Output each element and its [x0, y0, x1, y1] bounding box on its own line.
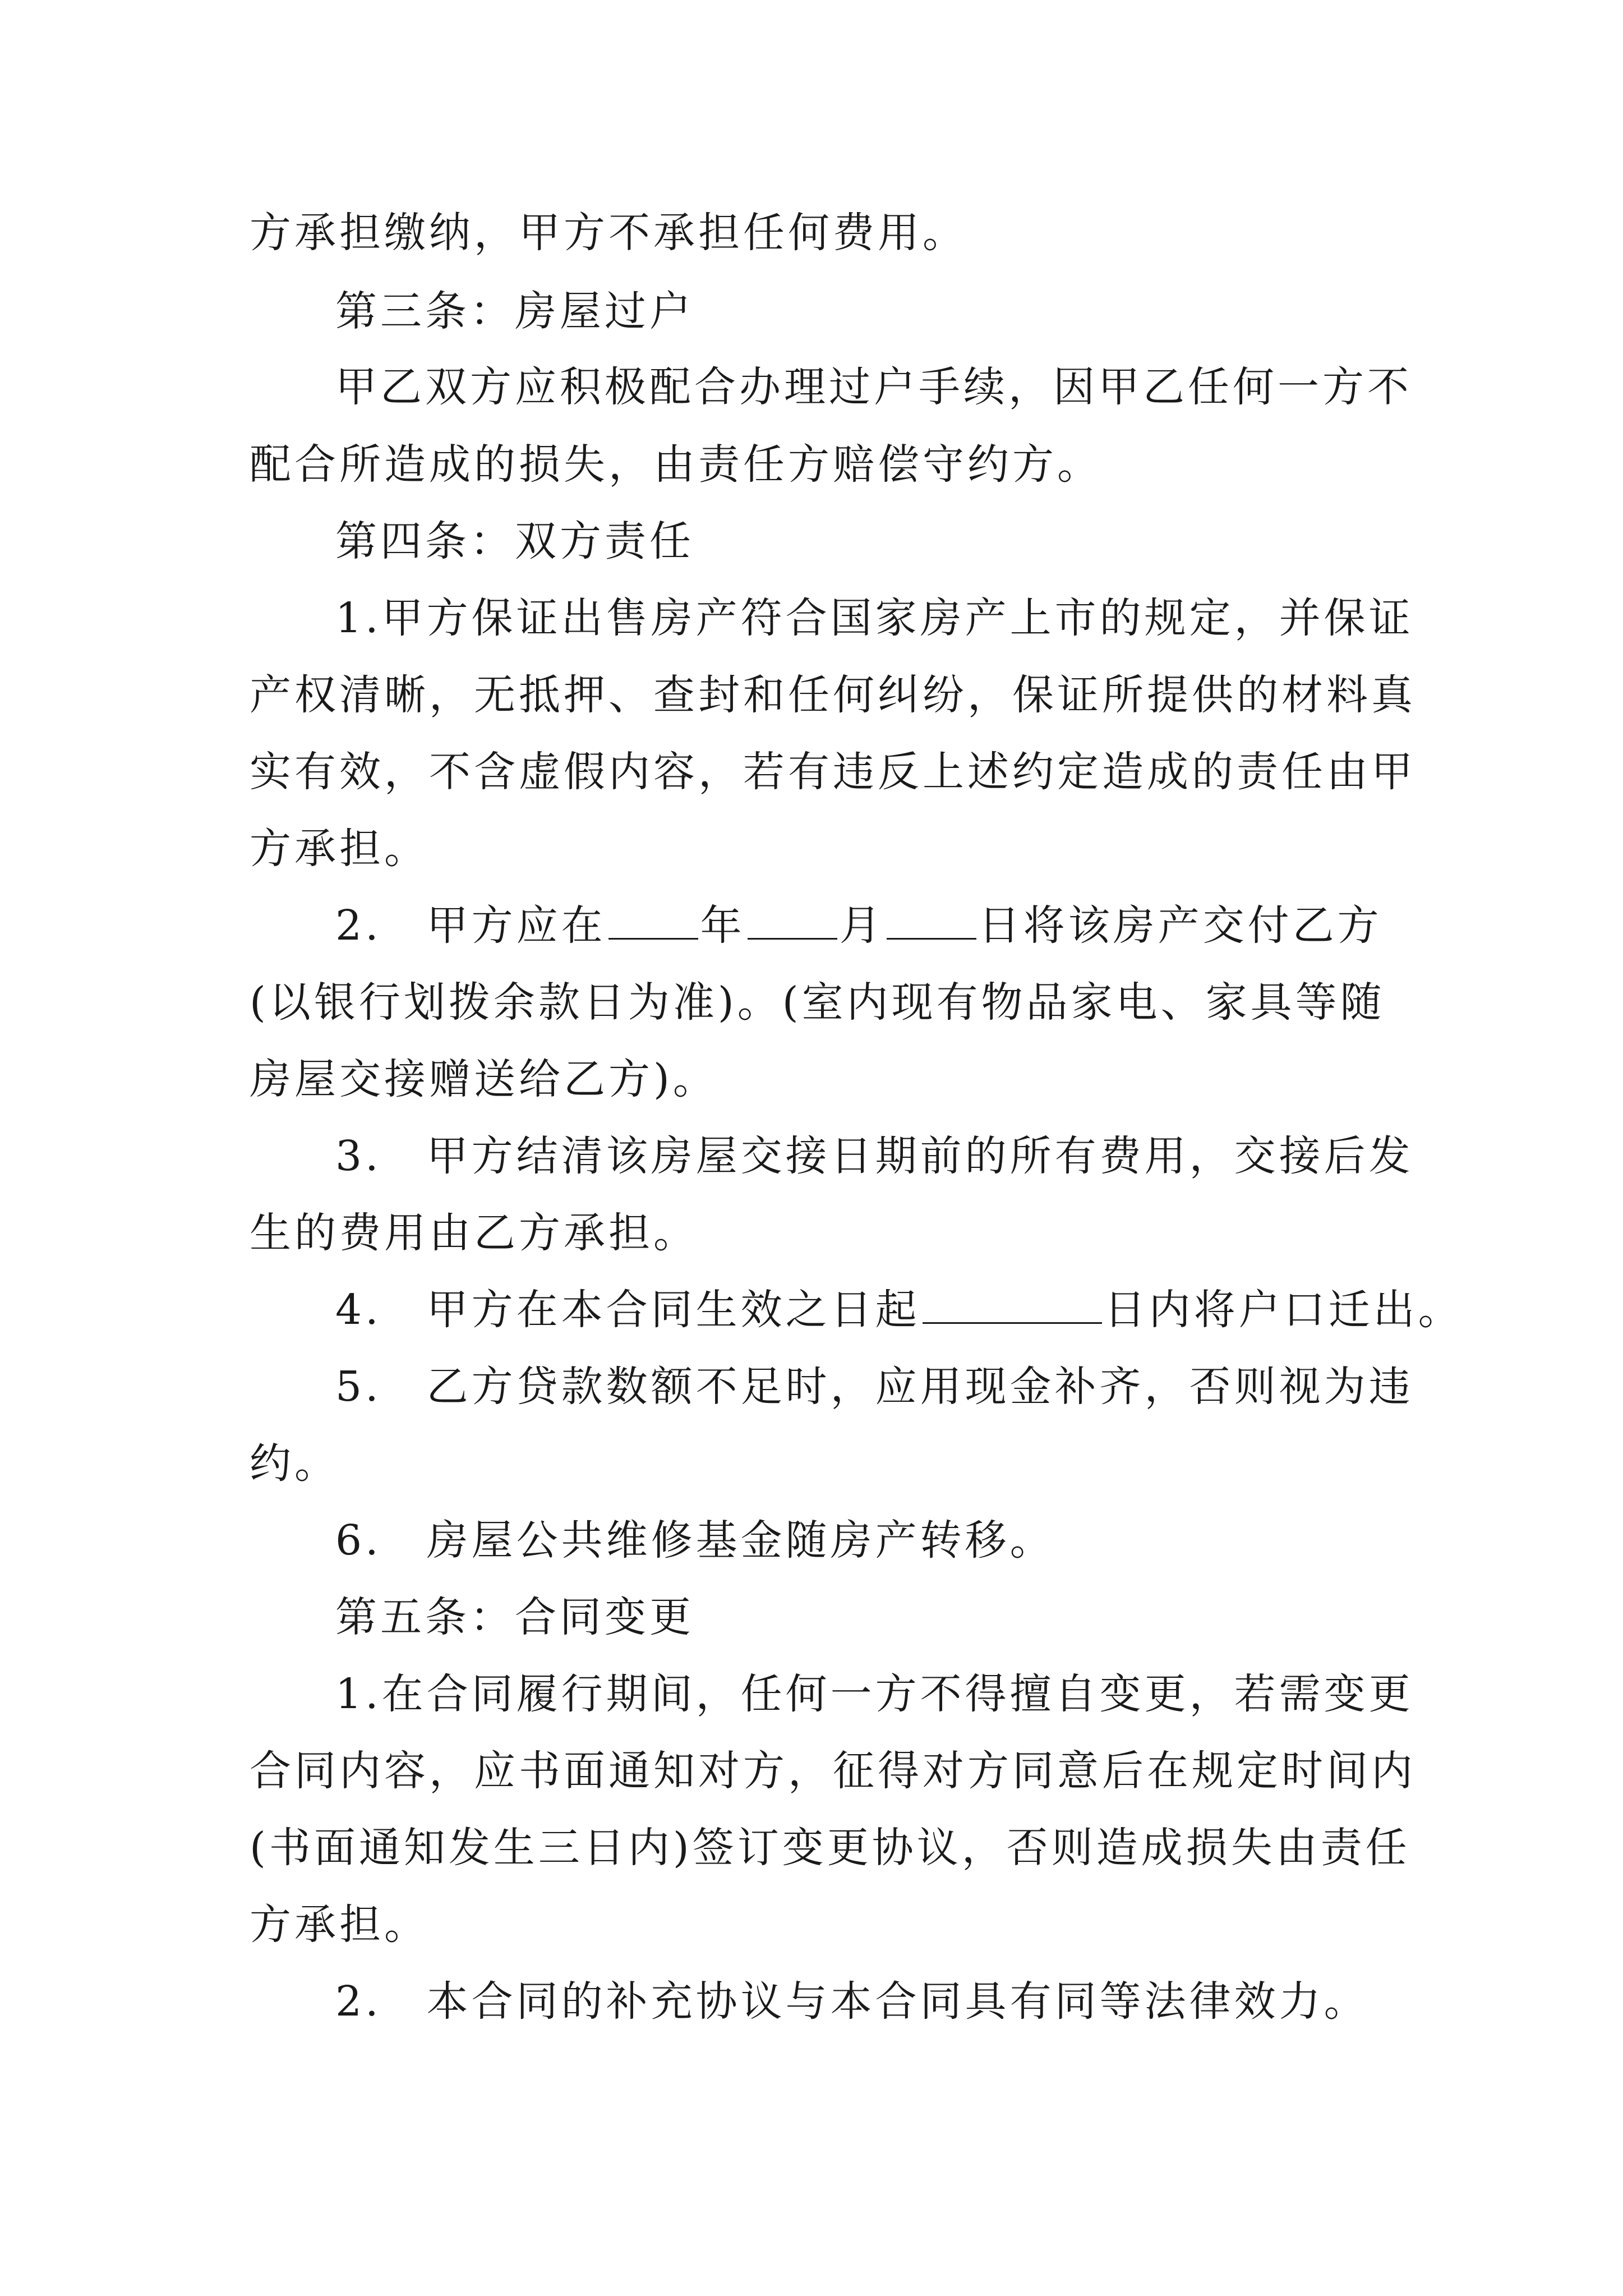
item-2-suffix: 日将该房产交付乙方	[978, 901, 1382, 950]
text-line: 1.甲方保证出售房产符合国家房产上市的规定，并保证	[335, 594, 1414, 642]
item-2-delivery-line	[335, 898, 1382, 954]
text-line: 6. 房屋公共维修基金随房产转移。	[335, 1516, 1055, 1565]
item-4-suffix: 日内将户口迁出。	[1104, 1286, 1463, 1334]
year-label: 年	[700, 901, 745, 950]
text-line: 产权清晰，无抵押、查封和任何纠纷，保证所提供的材料真	[250, 671, 1416, 719]
article-4-heading: 第四条：双方责任	[335, 517, 694, 565]
text-line: 配合所造成的损失，由责任方赔偿守约方。	[250, 440, 1102, 489]
text-line: 甲乙双方应积极配合办理过户手续，因甲乙任何一方不	[335, 363, 1412, 411]
text-line: 5. 乙方贷款数额不足时，应用现金补齐，否则视为违	[335, 1363, 1414, 1411]
text-line: 2. 本合同的补充协议与本合同具有同等法律效力。	[335, 1977, 1369, 2026]
text-line: (书面通知发生三日内)签订变更协议，否则造成损失由责任	[250, 1824, 1410, 1872]
text-line: 合同内容，应书面通知对方，征得对方同意后在规定时间内	[250, 1747, 1416, 1795]
text-line: 方承担。	[250, 1901, 429, 1949]
item-4-household-line	[335, 1282, 1463, 1338]
text-line: (以银行划拨余款日为准)。(室内现有物品家电、家具等随	[250, 978, 1385, 1027]
text-line: 1.在合同履行期间，任何一方不得擅自变更，若需变更	[335, 1670, 1414, 1718]
text-line: 3. 甲方结清该房屋交接日期前的所有费用，交接后发	[335, 1132, 1414, 1180]
month-blank	[748, 899, 837, 940]
article-3-heading: 第三条：房屋过户	[335, 287, 694, 335]
item-4-prefix: 4. 甲方在本合同生效之日起	[335, 1286, 920, 1334]
day-blank	[887, 899, 976, 940]
article-5-heading: 第五条：合同变更	[335, 1593, 694, 1641]
text-line: 房屋交接赠送给乙方)。	[250, 1055, 718, 1103]
text-line: 生的费用由乙方承担。	[250, 1209, 698, 1257]
text-line: 实有效，不含虚假内容，若有违反上述约定造成的责任由甲	[250, 748, 1416, 796]
text-line: 约。	[250, 1439, 339, 1488]
item-2-prefix: 2. 甲方应在	[335, 901, 606, 950]
year-blank	[608, 899, 698, 940]
text-line: 方承担缴纳，甲方不承担任何费用。	[250, 209, 967, 257]
days-blank	[923, 1283, 1102, 1324]
text-line: 方承担。	[250, 825, 429, 873]
month-label: 月	[839, 901, 884, 950]
